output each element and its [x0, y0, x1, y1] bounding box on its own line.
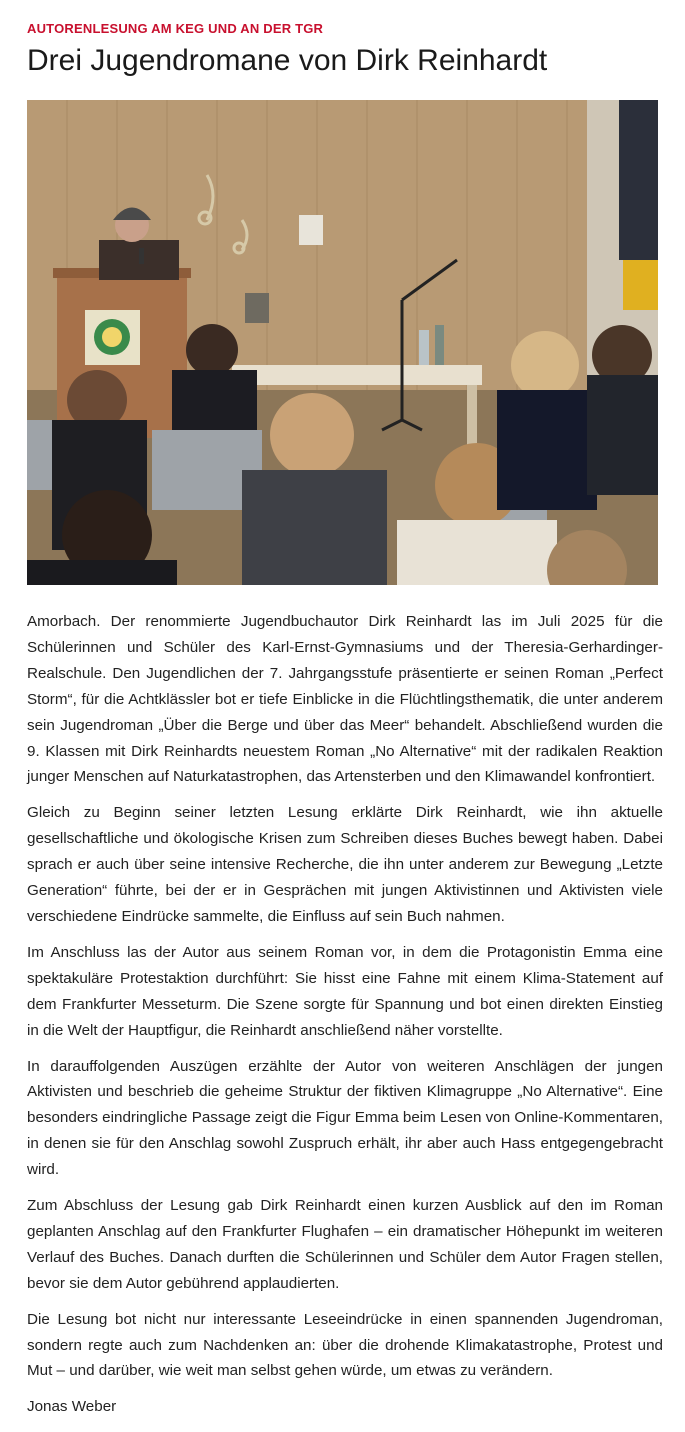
article-body: [27, 609, 663, 1430]
article-paragraph: Im Anschluss las der Autor aus seinem Roman vor, in dem die Protagonistin Emma eine spektakuläre Protestaktion durchführt: Sie hisst eine Fahne mit einem Klima-Statement auf dem Frankfurter Messeturm. Die Szene sorgte für Spannung und bot einen direkten Einstieg in die Welt der Hauptfigur, die Reinhardt anschließend näher vorstellte.: [27, 943, 663, 1039]
article-paragraph: Zum Abschluss der Lesung gab Dirk Reinhardt einen kurzen Ausblick auf den im Roman geplanten Anschlag auf den Frankfurter Flughafen – ein dramatischer Höhepunkt im weiteren Verlauf des Buches. Danach durften die Schülerinnen und Schüler dem Autor Fragen stellen, bevor sie dem Autor gebührend applaudierten.: [27, 1197, 663, 1292]
article-kicker: AUTORENLESUNG AM KEG UND AN DER TGR: [27, 21, 324, 36]
article-author: Jonas Weber: [27, 1398, 117, 1416]
article-paragraph: Amorbach. Der renommierte Jugendbuchautor Dirk Reinhardt las im Juli 2025 für die Schülerinnen und Schüler des Karl-Ernst-Gymnasiums und der Theresia-Gerhardinger-Realschule. Den Jugendlichen der 7. Jahrgangsstufe präsentierte er seinen Roman „Perfect Storm“, für die Achtklässler bot er tiefe Einblicke in die Flüchtlingsthematik, die unter anderem sein Jugendroman „Über die Berge und über das Meer“ behandelt. Abschließend wurden die 9. Klassen mit Dirk Reinhardts neuestem Roman „No Alternative“ mit der radikalen Reaktion junger Menschen auf Naturkatastrophen, das Artensterben und den Klimawandel konfrontiert.: [27, 613, 663, 786]
article-photo: [27, 100, 658, 585]
article-paragraph: In darauffolgenden Auszügen erzählte der Autor von weiteren Anschlägen der jungen Aktivisten und beschrieb die geheime Struktur der fiktiven Klimagruppe „No Alternative“. Eine besonders eindringliche Passage zeigt die Figur Emma beim Lesen von Online-Kommentaren, in denen sie für den Anschlag sowohl Zuspruch erhält, ihr aber auch Hass entgegengebracht wird.: [27, 1057, 663, 1179]
article-paragraph: Die Lesung bot nicht nur interessante Leseeindrücke in einen spannenden Jugendroman, sondern regte auch zum Nachdenken an: über die drohende Klimakatastrophe, Protest und Mut – und darüber, wie weit man selbst gehen würde, um etwas zu verändern.: [27, 1310, 663, 1380]
article-headline: Drei Jugendromane von Dirk Reinhardt: [27, 44, 548, 77]
article-paragraph: Gleich zu Beginn seiner letzten Lesung erklärte Dirk Reinhardt, wie ihn aktuelle gesellschaftliche und ökologische Krisen zum Schreiben dieses Buches bewegt haben. Dabei sprach er auch über seine intensive Recherche, die ihn unter anderem zur Bewegung „Letzte Generation“ führte, bei der er in Gesprächen mit jungen Aktivistinnen und Aktivisten viele verschiedene Eindrücke sammelte, die Einfluss auf sein Buch nahmen.: [27, 804, 663, 925]
